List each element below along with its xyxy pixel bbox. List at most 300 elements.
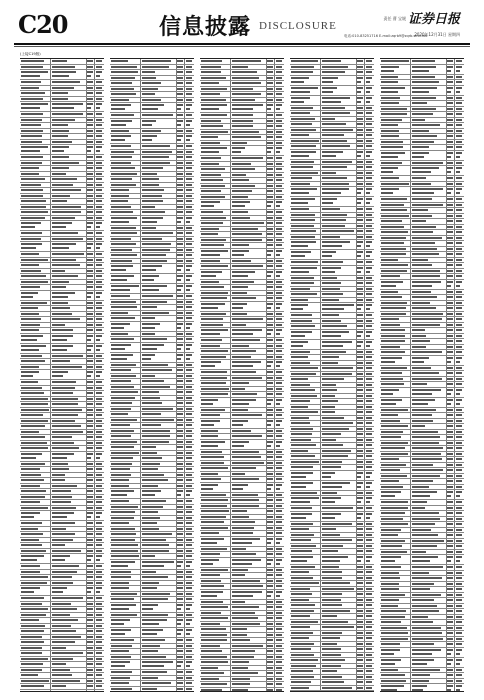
table-cell-text <box>87 253 93 255</box>
table-cell-text <box>201 228 219 230</box>
table-cell-text <box>111 265 133 267</box>
table-cell-text <box>366 282 372 284</box>
table-cell-text <box>111 120 132 122</box>
table-cell-text <box>456 425 462 427</box>
table-cell-text <box>201 532 219 534</box>
table-cell-text <box>276 494 282 496</box>
table-cell-text <box>267 661 273 663</box>
table-cell-text <box>447 403 451 405</box>
table-cell-text <box>456 70 460 72</box>
table-cell-text <box>366 101 370 103</box>
table-cell-text <box>96 614 102 616</box>
table-cell-text <box>381 383 404 385</box>
table-cell-text <box>177 430 183 432</box>
table-cell-text <box>291 422 310 424</box>
table-cell-text <box>96 87 102 89</box>
table-cell-text <box>366 255 370 257</box>
table-cell-text <box>357 556 363 558</box>
table-cell-text <box>96 243 102 245</box>
table-cell-text <box>276 275 280 277</box>
table-cell-text <box>276 228 282 230</box>
table-cell-text <box>186 561 192 563</box>
table-cell-text <box>412 669 440 671</box>
table-cell-text <box>186 139 190 141</box>
table-cell-text <box>177 104 183 106</box>
table-cell-text <box>447 102 453 104</box>
table-cell-text <box>201 318 223 320</box>
table-cell-text <box>232 307 243 309</box>
table-cell-text <box>111 544 138 546</box>
table-cell-text <box>186 604 192 606</box>
table-row <box>380 388 464 398</box>
table-cell-text <box>87 189 93 191</box>
table-cell-text <box>357 550 363 552</box>
table-cell-text <box>21 275 46 277</box>
table-cell-text <box>267 303 273 305</box>
table-cell-text <box>21 113 43 115</box>
table-cell-text <box>177 424 183 426</box>
table-cell-text <box>276 478 282 480</box>
table-cell-text <box>201 324 223 326</box>
table-cell-text <box>381 566 401 568</box>
table-cell-text <box>381 66 399 68</box>
table-cell-text <box>456 281 462 283</box>
table-cell-text <box>357 560 361 562</box>
table-cell-text <box>366 202 370 204</box>
table-cell-text <box>412 135 437 137</box>
table-cell-text <box>201 399 218 401</box>
table-cell-text <box>111 269 126 271</box>
table-cell-text <box>177 474 183 476</box>
table-cell-text <box>366 482 372 484</box>
table-cell-text <box>177 151 183 153</box>
table-cell-text <box>186 528 192 530</box>
table-cell-text <box>21 658 48 660</box>
table-cell-text <box>232 601 245 603</box>
table-cell-text <box>267 689 273 691</box>
table-cell-text <box>456 680 462 682</box>
table-cell-text <box>201 585 224 587</box>
table-cell-text <box>456 188 462 190</box>
table-cell-text <box>87 302 93 304</box>
table-cell-text <box>186 369 192 371</box>
table-cell-text <box>456 453 462 455</box>
table-cell-text <box>52 264 80 266</box>
table-cell-text <box>322 389 337 391</box>
table-cell-text <box>186 93 192 95</box>
table-cell-text <box>366 517 370 519</box>
table-cell-text <box>177 301 183 303</box>
table-cell-text <box>111 430 134 432</box>
table-cell-text <box>322 367 353 369</box>
table-cell-text <box>381 507 408 509</box>
table-cell-text <box>186 576 192 578</box>
table-cell-text <box>322 236 340 238</box>
table-cell-text <box>87 275 93 277</box>
table-cell-text <box>142 167 163 169</box>
table-cell-text <box>447 663 451 665</box>
table-cell-text <box>177 533 183 535</box>
table-cell-text <box>322 151 343 153</box>
table-cell-text <box>322 77 338 79</box>
table-cell-text <box>366 112 372 114</box>
table-cell-text <box>357 123 363 125</box>
table-cell-text <box>412 383 427 385</box>
table-cell-text <box>142 327 155 329</box>
table-cell-text <box>447 566 453 568</box>
table-cell-text <box>52 200 67 202</box>
table-cell-text <box>142 189 164 191</box>
table-cell-text <box>447 141 453 143</box>
table-cell-text <box>357 400 363 402</box>
table-cell-text <box>232 303 247 305</box>
table-cell-text <box>357 476 361 478</box>
table-cell-text <box>111 301 136 303</box>
table-cell-text <box>232 265 263 267</box>
table-cell-text <box>322 129 353 131</box>
table-cell-text <box>87 259 93 261</box>
table-cell-text <box>447 324 453 326</box>
table-row <box>290 481 374 491</box>
table-cell-text <box>52 496 72 498</box>
table-cell-text <box>381 60 409 62</box>
table-cell-text <box>456 329 462 331</box>
table-cell-text <box>87 597 93 599</box>
table-cell-text <box>96 349 100 351</box>
table-cell-text <box>52 178 77 180</box>
table-cell-text <box>142 375 155 377</box>
table-cell-text <box>456 663 460 665</box>
table-cell-text <box>456 403 460 405</box>
table-cell-text <box>276 538 282 540</box>
table-cell-text <box>412 102 427 104</box>
table-cell-text <box>96 296 100 298</box>
table-cell-text <box>96 381 102 383</box>
table-row <box>110 216 194 226</box>
table-row <box>200 146 284 156</box>
table-cell-text <box>447 231 453 233</box>
table-cell-text <box>21 162 42 164</box>
table-cell-text <box>291 411 318 413</box>
table-cell-text <box>447 464 453 466</box>
table-cell-text <box>142 217 163 219</box>
table-cell-text <box>87 119 93 121</box>
table-cell-text <box>267 580 273 582</box>
table-cell-text <box>21 608 48 610</box>
table-cell-text <box>201 151 219 153</box>
table-cell-text <box>201 196 225 198</box>
table-row <box>20 242 104 252</box>
table-cell-text <box>201 275 216 277</box>
table-cell-text <box>21 625 45 627</box>
table-cell-text <box>142 402 162 404</box>
table-cell-text <box>142 533 172 535</box>
table-cell-text <box>366 486 370 488</box>
table-cell-text <box>232 260 251 262</box>
table-cell-text <box>357 134 363 136</box>
table-cell-text <box>111 506 138 508</box>
table-cell-text <box>412 351 442 353</box>
table-cell-text <box>381 188 399 190</box>
table-cell-text <box>21 533 43 535</box>
table-cell-text <box>276 104 282 106</box>
table-cell-text <box>177 358 181 360</box>
table-cell-text <box>52 66 75 68</box>
table-cell-text <box>291 308 303 310</box>
table-cell-text <box>232 634 247 636</box>
table-cell-text <box>357 637 363 639</box>
table-cell-text <box>447 577 453 579</box>
table-cell-text <box>412 643 434 645</box>
table-cell-text <box>291 341 308 343</box>
table-cell-text <box>322 192 341 194</box>
table-cell-text <box>232 542 252 544</box>
table-cell-text <box>381 540 405 542</box>
table-cell-text <box>276 467 282 469</box>
table-cell-text <box>177 364 183 366</box>
table-cell-text <box>447 383 453 385</box>
table-cell-text <box>291 550 312 552</box>
table-cell-text <box>267 488 271 490</box>
table-cell-text <box>381 442 408 444</box>
table-cell-text <box>267 527 273 529</box>
table-cell-text <box>381 135 399 137</box>
table-cell-text <box>366 588 372 590</box>
table-cell-text <box>456 87 462 89</box>
table-cell-text <box>366 172 372 174</box>
table-cell-text <box>381 324 400 326</box>
table-cell-text <box>412 340 430 342</box>
table-cell-text <box>186 682 192 684</box>
table-cell-text <box>357 271 361 273</box>
table-cell-text <box>111 306 137 308</box>
table-cell-text <box>52 398 78 400</box>
table-row <box>200 360 284 370</box>
table-cell-text <box>381 204 404 206</box>
table-cell-text <box>21 674 38 676</box>
table-cell-text <box>357 314 363 316</box>
table-cell-text <box>322 314 339 316</box>
table-cell-text <box>142 430 170 432</box>
table-cell-text <box>276 601 282 603</box>
table-cell-text <box>177 677 183 679</box>
table-cell-text <box>111 145 131 147</box>
table-cell-text <box>177 441 183 443</box>
table-cell-text <box>111 571 131 573</box>
table-cell-text <box>52 479 65 481</box>
table-cell-text <box>291 610 314 612</box>
table-cell-text <box>357 140 363 142</box>
table-cell-text <box>291 428 313 430</box>
table-cell-text <box>201 473 218 475</box>
table-cell-text <box>412 248 437 250</box>
table-cell-text <box>21 87 39 89</box>
table-cell-text <box>186 661 192 663</box>
table-cell-text <box>357 245 361 247</box>
table-cell-text <box>142 576 168 578</box>
table-cell-text <box>276 286 282 288</box>
table-cell-text <box>366 417 372 419</box>
table-cell-text <box>322 513 341 515</box>
table-cell-text <box>186 671 192 673</box>
table-cell-text <box>186 254 192 256</box>
table-cell-text <box>52 652 83 654</box>
table-cell-text <box>322 676 342 678</box>
table-cell-text <box>87 313 93 315</box>
table-cell-text <box>291 593 312 595</box>
table-cell-text <box>232 371 256 373</box>
table-cell-text <box>177 435 183 437</box>
table-cell-text <box>177 227 183 229</box>
table-cell-text <box>381 491 401 493</box>
table-cell-text <box>142 260 167 262</box>
table-row <box>200 419 284 429</box>
table-cell-text <box>177 661 183 663</box>
table-cell-text <box>52 259 76 261</box>
table-cell-text <box>21 60 44 62</box>
table-cell-text <box>232 108 253 110</box>
table-cell-text <box>232 324 246 326</box>
table-cell-text <box>52 582 73 584</box>
table-cell-text <box>142 114 173 116</box>
table-cell-text <box>291 588 310 590</box>
table-row <box>20 554 104 564</box>
table-cell-text <box>366 433 372 435</box>
table-cell-text <box>322 101 341 103</box>
table-cell-text <box>96 658 102 660</box>
table-cell-text <box>111 358 127 360</box>
table-cell-text <box>276 131 282 133</box>
table-cell-text <box>232 82 261 84</box>
table-cell-text <box>111 677 130 679</box>
table-cell-text <box>447 291 453 293</box>
table-cell-text <box>201 265 228 267</box>
table-cell-text <box>177 156 183 158</box>
table-cell-text <box>232 147 245 149</box>
table-cell-text <box>456 638 462 640</box>
table-cell-text <box>177 135 183 137</box>
table-cell-text <box>456 220 462 222</box>
table-cell-text <box>177 633 181 635</box>
table-cell-text <box>381 130 399 132</box>
table-cell-text <box>87 81 93 83</box>
table-cell-text <box>21 398 48 400</box>
table-cell-text <box>52 522 75 524</box>
table-row <box>110 618 194 628</box>
table-cell-text <box>186 173 192 175</box>
table-cell-text <box>96 200 102 202</box>
table-cell-text <box>447 621 453 623</box>
table-cell-text <box>52 381 76 383</box>
table-cell-text <box>366 140 372 142</box>
table-cell-text <box>52 663 66 665</box>
table-cell-text <box>322 91 333 93</box>
table-cell-text <box>357 577 363 579</box>
table-cell-text <box>87 381 93 383</box>
table-cell-text <box>201 683 227 685</box>
table-cell-text <box>357 654 363 656</box>
table-cell-text <box>201 435 218 437</box>
table-cell-text <box>276 281 282 283</box>
table-cell-text <box>357 501 361 503</box>
table-cell-text <box>87 281 93 283</box>
table-cell-text <box>357 87 363 89</box>
table-cell-text <box>322 166 347 168</box>
table-cell-text <box>412 458 442 460</box>
table-cell-text <box>111 71 138 73</box>
table-cell-text <box>96 60 102 62</box>
table-cell-text <box>366 411 372 413</box>
table-cell-text <box>291 198 315 200</box>
table-cell-text <box>456 237 462 239</box>
table-cell-text <box>142 93 155 95</box>
table-cell-text <box>291 566 315 568</box>
table-cell-text <box>412 146 429 148</box>
table-cell-text <box>357 626 363 628</box>
table-cell-text <box>111 254 137 256</box>
table-cell-text <box>21 318 41 320</box>
table-cell-text <box>21 178 45 180</box>
table-cell-text <box>267 185 273 187</box>
table-cell-text <box>322 560 340 562</box>
table-cell-text <box>111 323 130 325</box>
table-cell-text <box>322 308 344 310</box>
table-cell-text <box>201 361 221 363</box>
table-cell-text <box>21 296 33 298</box>
table-cell-text <box>291 670 313 672</box>
table-cell-text <box>111 565 128 567</box>
table-cell-text <box>111 593 137 595</box>
disclosure-table-column <box>290 58 374 692</box>
table-cell-text <box>291 513 312 515</box>
table-cell-text <box>447 177 453 179</box>
table-cell-text <box>267 420 273 422</box>
table-cell-text <box>96 516 100 518</box>
table-row <box>290 150 374 160</box>
table-cell-text <box>96 345 102 347</box>
table-cell-text <box>177 397 183 399</box>
table-cell-text <box>142 441 169 443</box>
table-cell-text <box>186 485 192 487</box>
table-cell-text <box>412 226 436 228</box>
table-cell-text <box>267 377 273 379</box>
table-cell-text <box>201 505 227 507</box>
table-cell-text <box>366 299 372 301</box>
table-cell-text <box>177 479 183 481</box>
table-cell-text <box>142 265 162 267</box>
table-cell-text <box>21 107 40 109</box>
table-cell-text <box>412 663 427 665</box>
table-cell-text <box>322 241 350 243</box>
table-cell-text <box>201 467 228 469</box>
table-cell-text <box>412 237 442 239</box>
table-cell-text <box>322 172 336 174</box>
table-cell-text <box>186 571 192 573</box>
table-cell-text <box>456 296 462 298</box>
table-cell-text <box>412 198 432 200</box>
table-cell-text <box>412 491 437 493</box>
table-cell-text <box>111 457 133 459</box>
table-cell-text <box>201 678 219 680</box>
table-row <box>110 660 194 670</box>
table-cell-text <box>357 486 361 488</box>
table-cell-text <box>366 225 372 227</box>
table-cell-text <box>267 559 273 561</box>
table-cell-text <box>447 556 453 558</box>
table-cell-text <box>322 621 348 623</box>
table-cell-text <box>366 560 370 562</box>
table-cell-text <box>186 593 192 595</box>
